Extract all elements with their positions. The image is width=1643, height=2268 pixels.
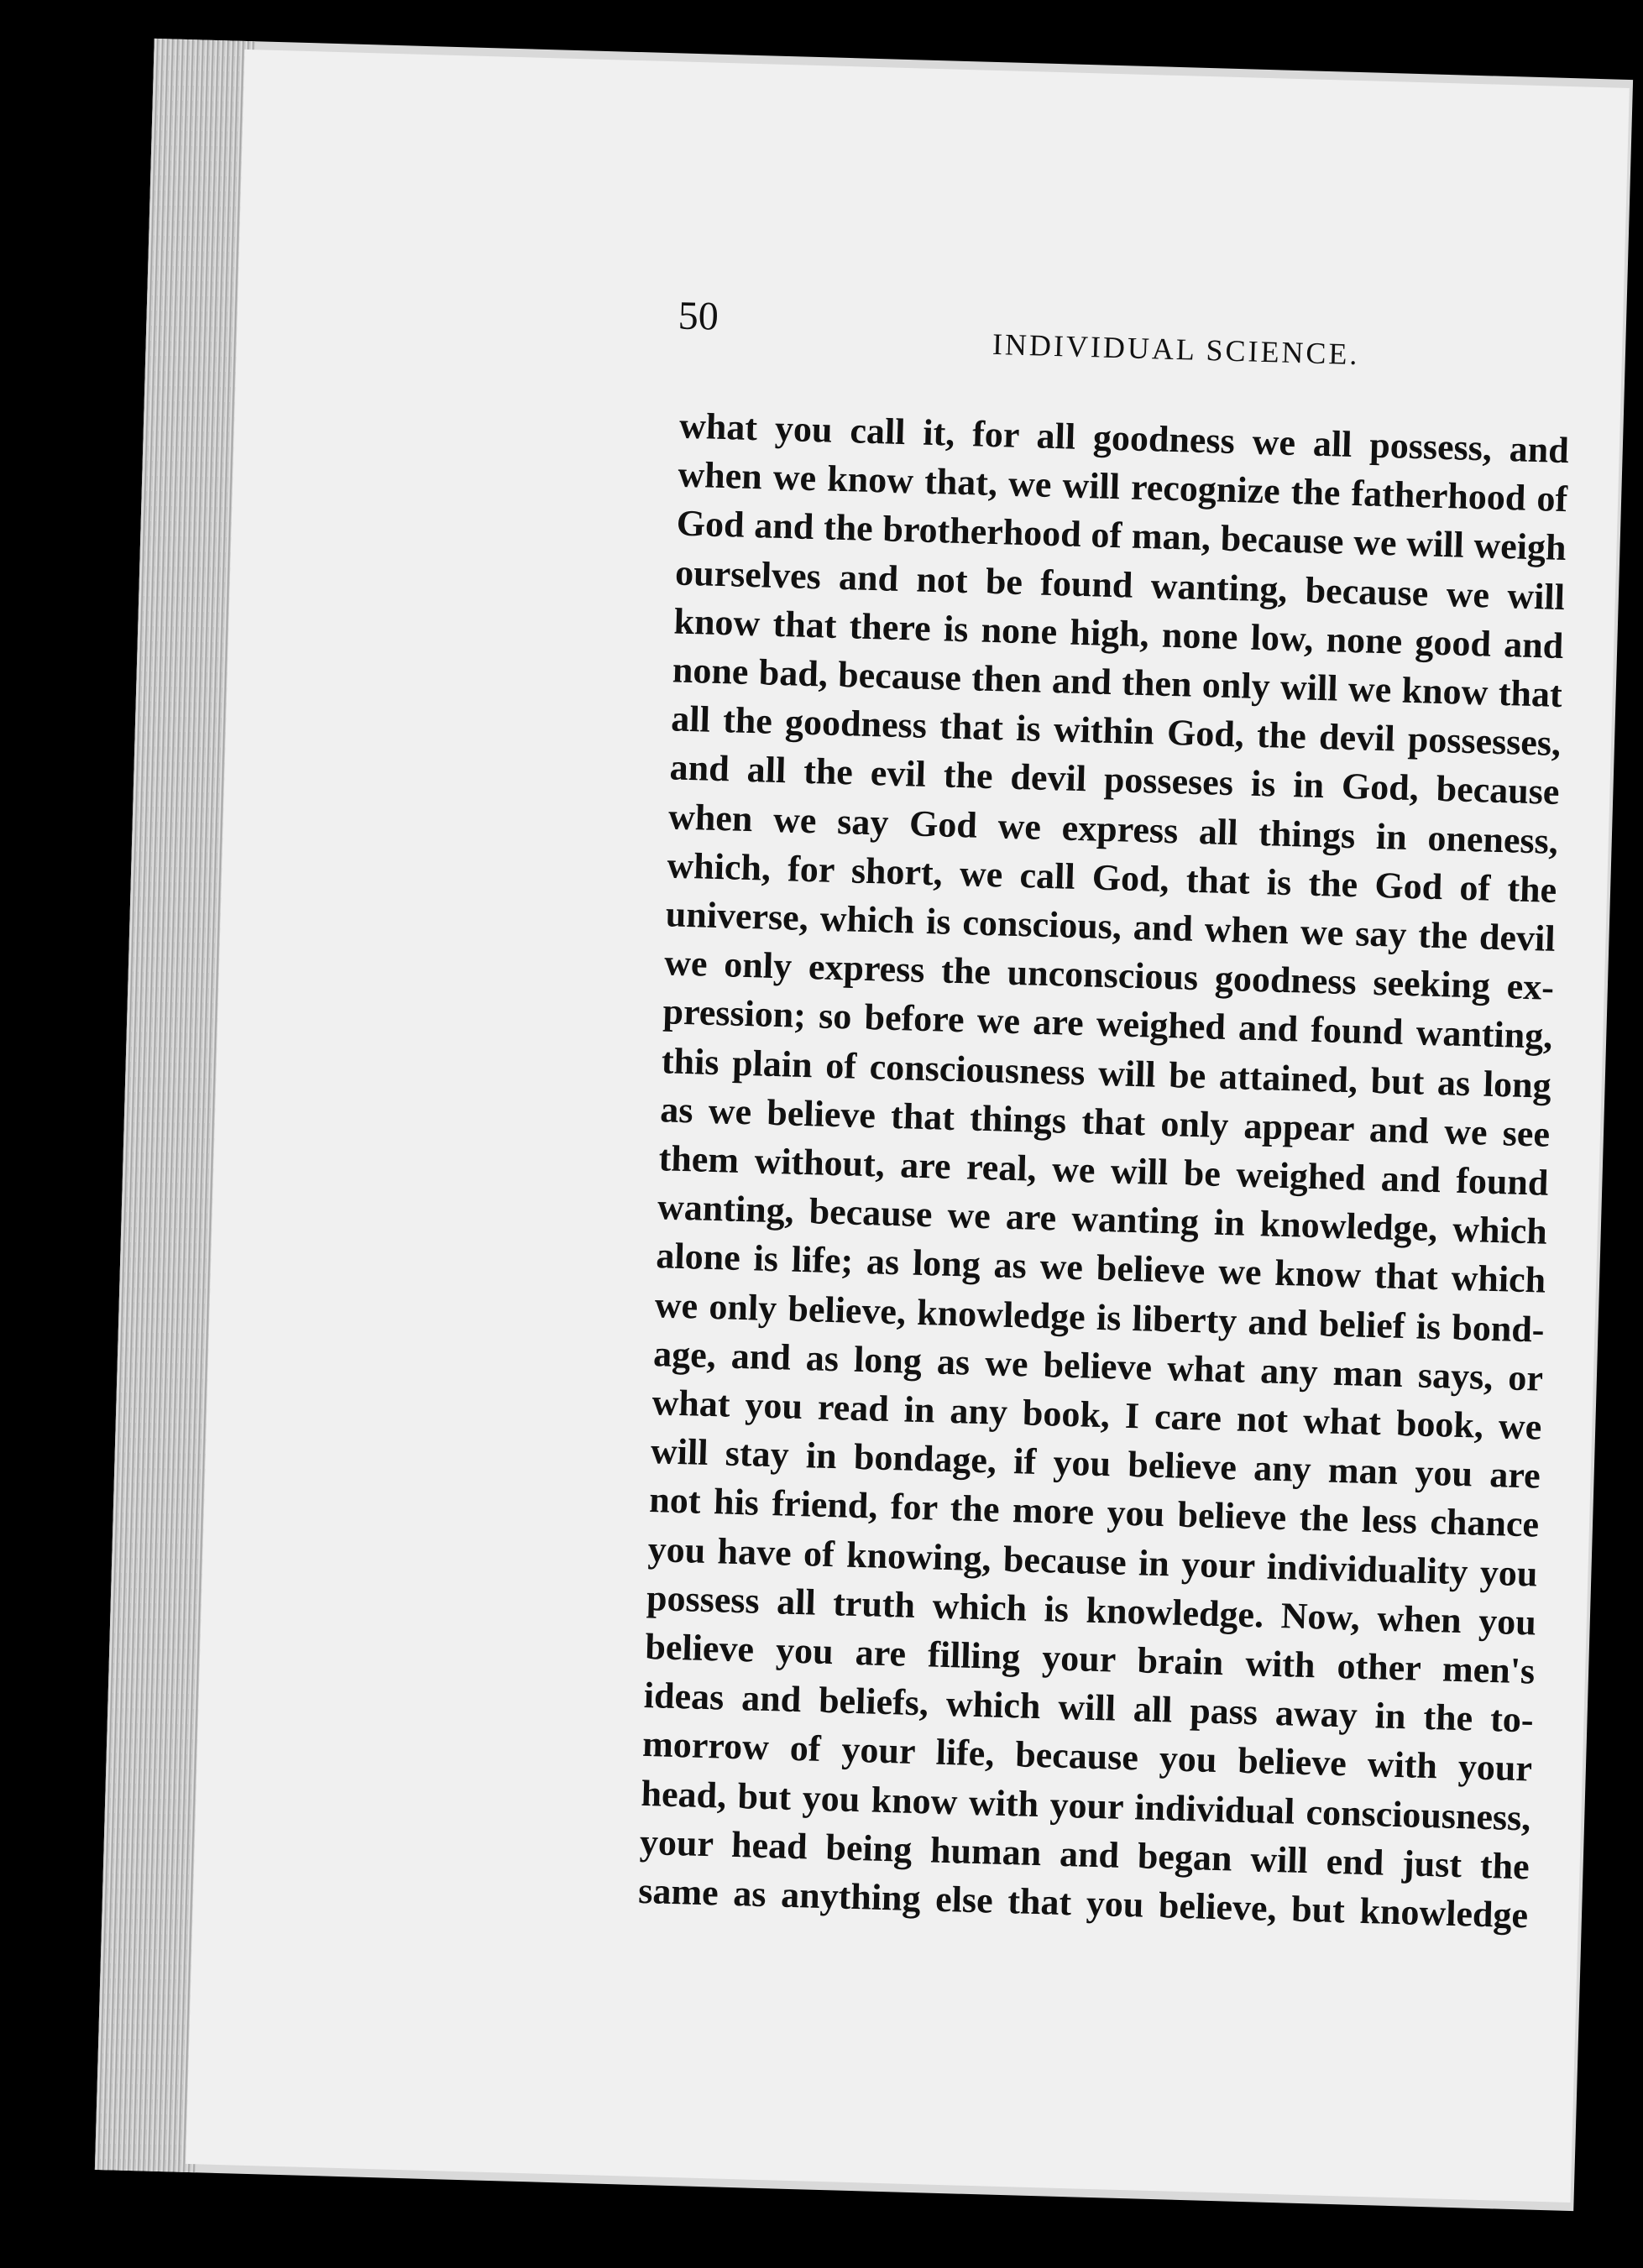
text-line: as we believe that things that only appear and we see: [659, 1089, 1551, 1155]
text-line: what you read in any book, I care not what book, we: [651, 1382, 1542, 1448]
text-line: morrow of your life, because you believe with your: [641, 1723, 1533, 1790]
text-line: head, but you know with your individual consciousness,: [640, 1772, 1531, 1839]
text-line: all the goodness that is within God, the devil possesses,: [670, 698, 1562, 765]
text-line: possess all truth which is knowledge. Now, when you: [646, 1576, 1537, 1644]
text-line: we only express the unconscious goodness seeking ex-: [663, 942, 1555, 1009]
text-line: believe you are filling your brain with other men's: [644, 1626, 1536, 1692]
text-line: age, and as long as we believe what any man says, or: [652, 1332, 1544, 1399]
text-line: alone is life; as long as we believe we know that which: [655, 1235, 1546, 1302]
text-line: this plain of consciousness will be attained, but as long: [661, 1039, 1552, 1106]
text-line: when we know that, we will recognize the fatherhood of: [677, 453, 1568, 520]
text-line: which, for short, we call God, that is the God of the: [666, 844, 1557, 911]
text-line: same as anything else that you believe, but knowledge: [637, 1869, 1529, 1936]
text-line: when we say God we express all things in oneness,: [667, 795, 1559, 862]
text-line: we only believe, knowledge is liberty and belief is bond-: [654, 1283, 1546, 1351]
text-line: know that there is none high, none low, none good and: [672, 600, 1564, 666]
book-page: [186, 50, 1630, 2203]
text-line: what you call it, for all goodness we all possess, and: [678, 405, 1570, 472]
book-scan: [95, 39, 1633, 2211]
text-line: universe, which is conscious, and when we say the devil: [665, 893, 1557, 959]
text-line: pression; so before we are weighed and found wanting,: [662, 990, 1553, 1058]
text-line: your head being human and began will end just the: [639, 1821, 1531, 1888]
text-line: wanting, because we are wanting in knowledge, which: [657, 1186, 1548, 1253]
text-line: ideas and beliefs, which will all pass away in the to-: [643, 1675, 1535, 1741]
text-line: will stay in bondage, if you believe any man you are: [650, 1430, 1541, 1497]
body-text: [638, 402, 1570, 1941]
text-line: ourselves and not be found wanting, because we will: [674, 551, 1566, 618]
text-line: God and the brotherhood of man, because we will weigh: [676, 502, 1567, 569]
page-number: 50: [678, 293, 719, 339]
text-line: none bad, because then and then only will we know that: [672, 649, 1563, 716]
running-head: INDIVIDUAL SCIENCE.: [992, 327, 1361, 372]
text-line: them without, are real, we will be weighed and found: [658, 1137, 1550, 1204]
text-line: and all the evil the devil posseses is in God, because: [669, 746, 1561, 813]
text-line: not his friend, for the more you believe the less chance: [648, 1479, 1540, 1546]
text-line: you have of knowing, because in your individuality you: [647, 1528, 1539, 1595]
